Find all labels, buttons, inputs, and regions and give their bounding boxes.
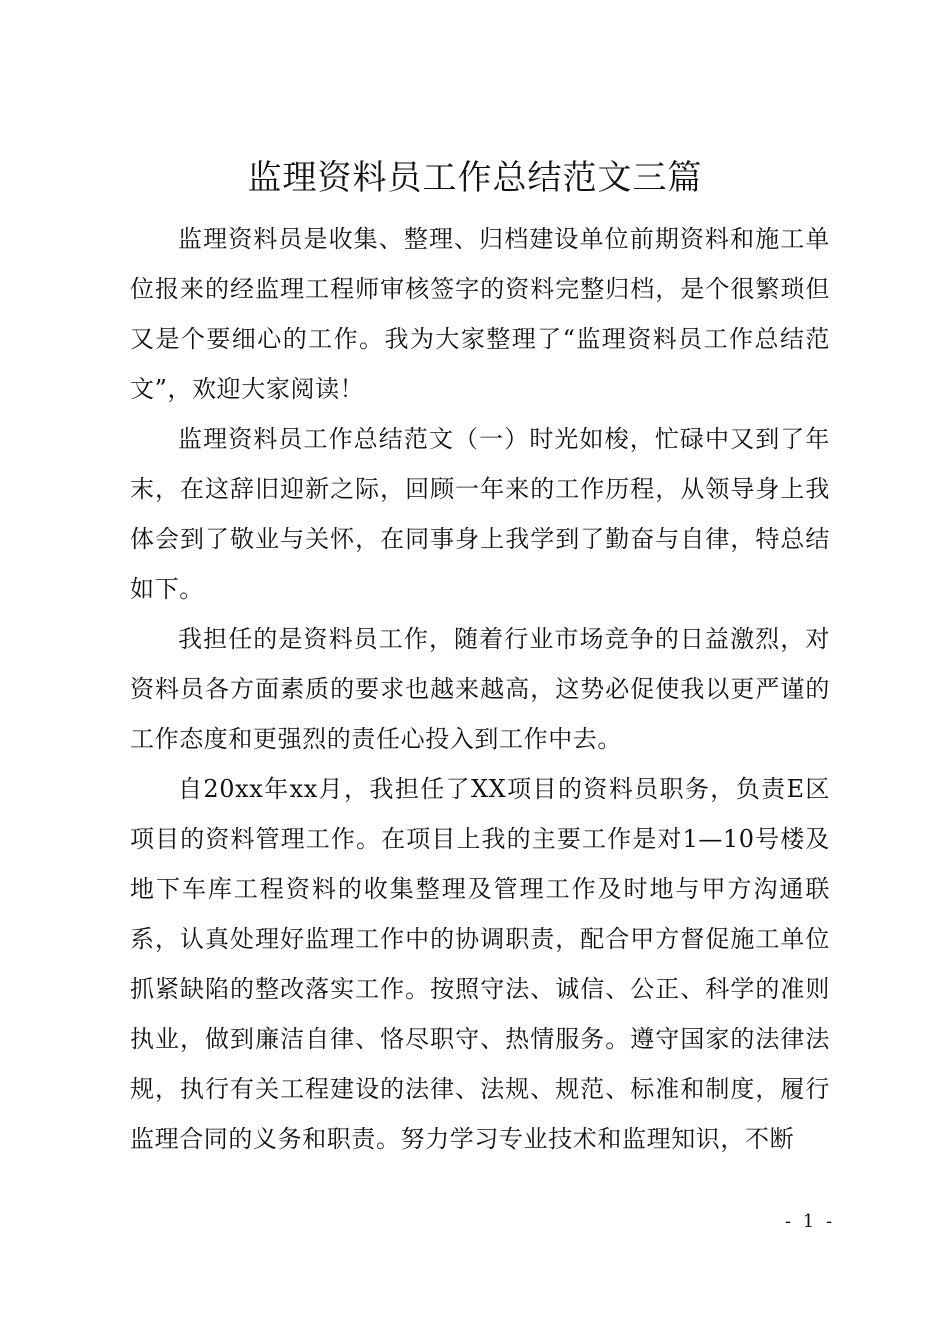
document-title: 监理资料员工作总结范文三篇 [247,158,703,198]
page-number: - 1 - [784,1211,836,1232]
paragraph-sample-one: 监理资料员工作总结范文（一）时光如梭，忙碌中又到了年末，在这辞旧迎新之际，回顾一年来的工作历程，从领导身上我体会到了敬业与关怀，在同事身上我学到了勤奋与自律，特总结如下。 [130,425,830,603]
paragraph-role: 我担任的是资料员工作，随着行业市场竞争的日益激烈，对资料员各方面素质的要求也越来越高，这势必促使我以更严谨的工作态度和更强烈的责任心投入到工作中去。 [130,625,830,753]
paragraph-duties: 自20xx年xx月，我担任了XX项目的资料员职务，负责E区项目的资料管理工作。在项目上我的主要工作是对1—10号楼及地下车库工程资料的收集整理及管理工作及时地与甲方沟通联系，认真处理好监理工作中的协调职责，配合甲方督促施工单位抓紧缺陷的整改落实工作。按照守法、诚信、公正、科学的准则执业，做到廉洁自律、恪尽职守、热情服务。遵守国家的法律法规，执行有关工程建设的法律、法规、规范、标准和制度，履行监理合同的义务和职责。努力学习专业技术和监理知识，不断 [130,775,830,1153]
paragraph-intro: 监理资料员是收集、整理、归档建设单位前期资料和施工单位报来的经监理工程师审核签字的资料完整归档，是个很繁琐但又是个要细心的工作。我为大家整理了“监理资料员工作总结范文”，欢迎大家阅读！ [130,225,830,403]
document-body [130,214,830,1164]
